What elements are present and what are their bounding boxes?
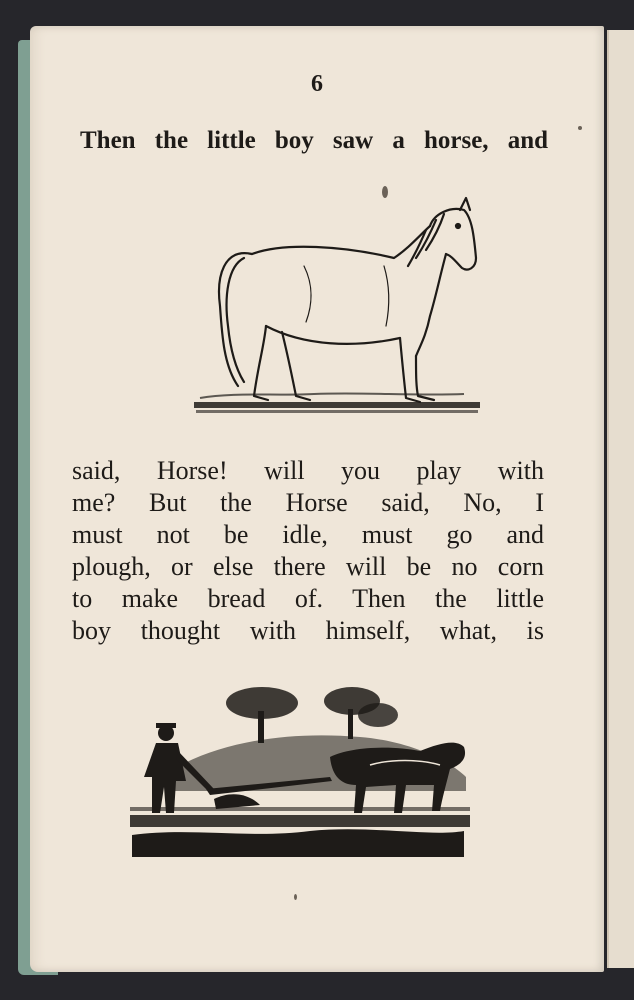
paper-speck <box>382 186 388 198</box>
heading-line: Then the little boy saw a horse, and <box>80 127 548 154</box>
page-number: 6 <box>311 71 323 97</box>
text-line-3: must not be idle, must go and <box>72 520 544 549</box>
text-line-2: me? But the Horse said, No, I <box>72 488 544 517</box>
ploughing-illustration <box>130 681 470 861</box>
text-line-4: plough, or else there will be no corn <box>72 552 544 581</box>
adjacent-page-edge <box>607 30 634 968</box>
text-line-6: boy thought with himself, what, is <box>72 616 544 645</box>
paper-speck <box>294 894 297 900</box>
text-line-1: said, Horse! will you play with <box>72 456 544 485</box>
horse-illustration <box>194 196 480 418</box>
text-line-5: to make bread of. Then the little <box>72 584 544 613</box>
book-page <box>30 26 604 972</box>
paper-speck <box>578 126 582 130</box>
